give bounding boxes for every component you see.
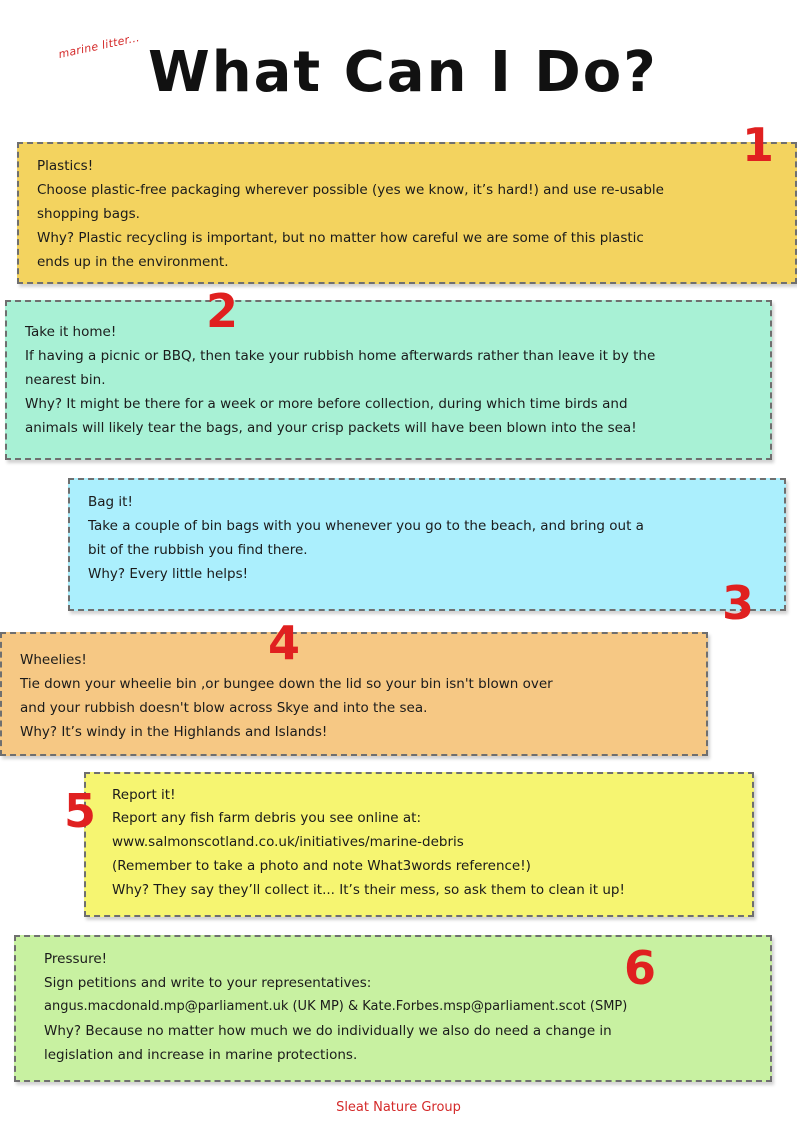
card-report-it xyxy=(84,772,754,917)
card-heading: Plastics! xyxy=(37,158,94,174)
card-heading: Pressure! xyxy=(44,951,108,967)
card-line: Sign petitions and write to your representatives: xyxy=(44,975,372,991)
card-line: If having a picnic or BBQ, then take your rubbish home afterwards rather than leave it by the xyxy=(25,348,656,364)
card-line: (Remember to take a photo and note What3words reference!) xyxy=(112,858,531,874)
step-number-4: 4 xyxy=(268,616,301,670)
card-line: Why? Plastic recycling is important, but no matter how careful we are some of this plastic xyxy=(37,230,644,246)
footer-credit: Sleat Nature Group xyxy=(336,1100,461,1115)
card-wheelies xyxy=(0,632,708,756)
card-line: bit of the rubbish you find there. xyxy=(88,542,308,558)
card-heading: Wheelies! xyxy=(20,652,87,668)
card-line: Take a couple of bin bags with you whenever you go to the beach, and bring out a xyxy=(88,518,644,534)
page-title: What Can I Do? xyxy=(148,40,658,105)
step-number-5: 5 xyxy=(64,784,97,838)
step-number-3: 3 xyxy=(722,576,755,630)
card-line: shopping bags. xyxy=(37,206,140,222)
card-heading: Take it home! xyxy=(25,324,117,340)
card-line: legislation and increase in marine protections. xyxy=(44,1047,358,1063)
step-number-2: 2 xyxy=(206,284,239,338)
step-number-6: 6 xyxy=(624,941,657,995)
card-line: Report any fish farm debris you see online at: xyxy=(112,810,422,826)
card-heading: Report it! xyxy=(112,787,176,803)
card-line: Why? It’s windy in the Highlands and Islands! xyxy=(20,724,328,740)
card-line: and your rubbish doesn't blow across Skye and into the sea. xyxy=(20,700,428,716)
card-line: Why? Because no matter how much we do individually we also do need a change in xyxy=(44,1023,612,1039)
subtitle: marine litter... xyxy=(57,31,141,61)
card-line: Choose plastic-free packaging wherever possible (yes we know, it’s hard!) and use re-usable xyxy=(37,182,664,198)
card-line: animals will likely tear the bags, and your crisp packets will have been blown into the sea! xyxy=(25,420,637,436)
card-bag-it xyxy=(68,478,786,611)
card-pressure xyxy=(14,935,772,1082)
card-line: Tie down your wheelie bin ,or bungee down the lid so your bin isn't blown over xyxy=(20,676,553,692)
card-heading: Bag it! xyxy=(88,494,133,510)
card-take-it-home xyxy=(5,300,772,460)
card-line: angus.macdonald.mp@parliament.uk (UK MP) & Kate.Forbes.msp@parliament.scot (SMP) xyxy=(44,999,628,1014)
card-line: nearest bin. xyxy=(25,372,106,388)
card-line: Why? They say they’ll collect it... It’s their mess, so ask them to clean it up! xyxy=(112,882,625,898)
card-line: Why? It might be there for a week or more before collection, during which time birds and xyxy=(25,396,628,412)
card-line: www.salmonscotland.co.uk/initiatives/marine-debris xyxy=(112,834,464,850)
card-line: ends up in the environment. xyxy=(37,254,229,270)
card-line: Why? Every little helps! xyxy=(88,566,249,582)
card-plastics xyxy=(17,142,797,284)
step-number-1: 1 xyxy=(742,118,775,172)
